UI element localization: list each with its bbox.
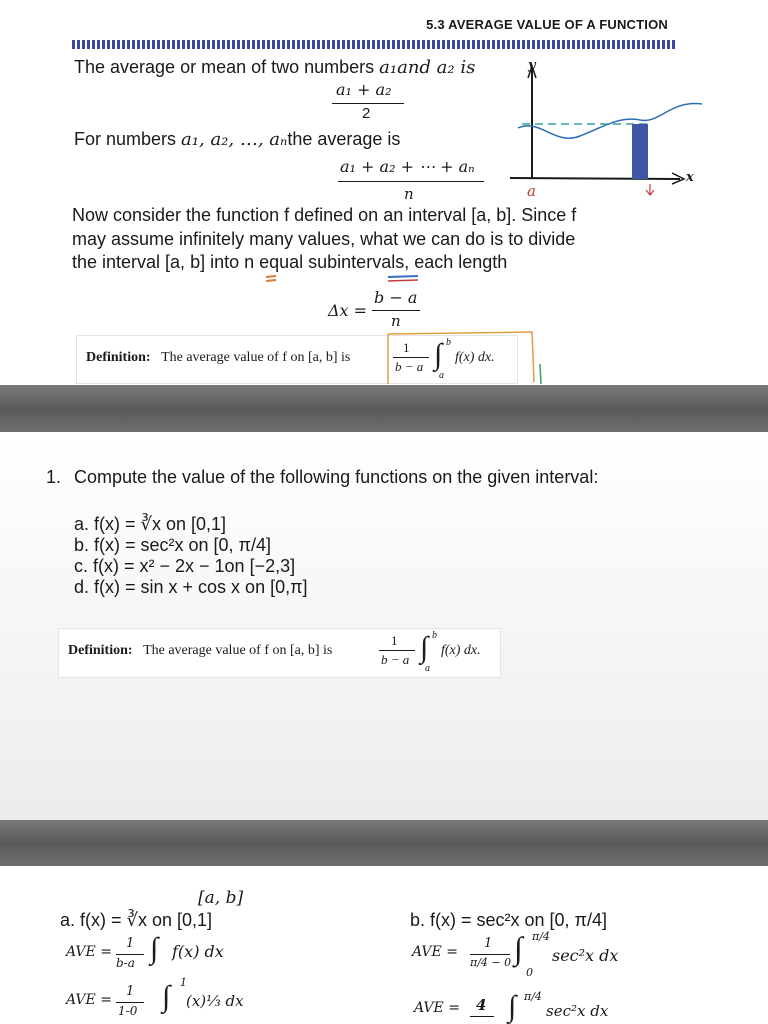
problem-item-d: d. f(x) = sin x + cos x on [0,π]	[74, 577, 308, 597]
right-line-1-lower: 0	[526, 966, 533, 979]
problem-number: 1.	[46, 467, 62, 487]
delta-x-numerator: b − a	[374, 288, 418, 307]
intro-line-2-text: For numbers	[74, 129, 182, 149]
fraction-2-numerator: a₁ + a₂ + ⋯ + aₙ	[340, 157, 475, 176]
problem-items	[74, 514, 308, 598]
left-line-1-lhs: AVE =	[66, 944, 112, 960]
right-line-2-integrand: sec²x dx	[546, 1002, 609, 1020]
definition-2-upper: b	[432, 630, 437, 641]
definition-1-frac-num: 1	[403, 340, 410, 355]
left-line-2-integral-sign: ∫	[162, 980, 171, 1013]
sketch-label-a: a	[527, 182, 536, 200]
right-line-2-integral-sign: ∫	[508, 990, 517, 1023]
slide-2	[0, 432, 768, 820]
definition-2-body: The average value of f on [a, b] is	[143, 643, 333, 658]
left-line-2-integrand: (x)⅓ dx	[186, 992, 244, 1010]
definition-2-frac-num: 1	[391, 633, 398, 648]
right-line-1-frac-den: π/4 − 0	[470, 956, 512, 969]
definition-1-text	[86, 350, 350, 366]
left-line-2-lhs: AVE =	[66, 992, 112, 1008]
left-line-2-upper: 1	[180, 976, 187, 989]
right-title: b. f(x) = sec²x on [0, π/4]	[410, 910, 607, 930]
definition-2-frac-den: b − a	[381, 652, 410, 667]
right-line-2-upper: π/4	[524, 990, 542, 1003]
explanation-line-1: Now consider the function f defined on an interval [a, b]. Since f	[72, 205, 577, 225]
left-title: a. f(x) = ∛x on [0,1]	[60, 910, 213, 930]
left-line-2-frac-num: 1	[126, 984, 135, 999]
right-line-2-frac-bar	[470, 1016, 494, 1017]
sketch-label-y: y	[528, 58, 536, 73]
fraction-2-bar	[338, 181, 484, 182]
intro-line-1	[74, 57, 475, 78]
intro-line-2	[74, 129, 400, 150]
definition-1-label: Definition:	[86, 350, 151, 365]
definition-2-label: Definition:	[68, 643, 133, 658]
right-line-2-frac-num: 4	[476, 996, 487, 1014]
definition-1-integrand: f(x) dx.	[455, 350, 495, 365]
sketch-average-bar	[632, 124, 648, 179]
green-mark	[540, 364, 541, 384]
sketch-b-marker	[646, 184, 654, 195]
definition-box-2	[59, 629, 500, 677]
left-line-1-frac-den: b-a	[116, 956, 135, 970]
definition-2-integrand: f(x) dx.	[441, 643, 481, 658]
fraction-1-bar	[332, 103, 404, 104]
right-line-1-integrand: sec²x dx	[552, 946, 619, 965]
problem-statement: Compute the value of the following functions on the given interval:	[74, 467, 599, 487]
definition-1-frac-den: b − a	[395, 359, 424, 374]
intro-line-2-math: a₁, a₂, …, aₙ	[181, 129, 288, 150]
right-line-1-lhs: AVE =	[412, 944, 458, 960]
intro-line-2-suffix: the average is	[287, 129, 401, 149]
slide-1	[0, 0, 768, 385]
definition-2-integral-sign: ∫	[420, 631, 429, 664]
left-line-2-frac-bar	[116, 1002, 144, 1003]
definition-2-frac-bar	[379, 650, 415, 651]
slide-3	[0, 866, 768, 1024]
problem-item-c: c. f(x) = x² − 2x − 1on [−2,3]	[74, 556, 296, 576]
definition-1-body: The average value of f on [a, b] is	[161, 350, 351, 365]
left-line-1-integral-sign: ∫	[150, 932, 159, 965]
definition-1-upper: b	[446, 337, 451, 348]
left-line-2-frac-den: 1-0	[118, 1004, 138, 1018]
definition-1-integral-sign: ∫	[434, 338, 443, 371]
average-value-sketch	[500, 58, 710, 198]
right-line-2-lhs: AVE =	[414, 1000, 460, 1016]
right-line-1-upper: π/4	[532, 930, 550, 943]
fraction-1-numerator: a₁ + a₂	[336, 80, 392, 99]
problem-item-b: b. f(x) = sec²x on [0, π/4]	[74, 535, 271, 555]
definition-1-lower: a	[439, 370, 444, 381]
left-line-1-frac-num: 1	[126, 936, 135, 951]
definition-2-lower: a	[425, 663, 430, 674]
sketch-label-x: x	[686, 170, 694, 185]
sketch-x-axis	[510, 178, 680, 179]
blue-underline	[388, 276, 418, 277]
right-line-1-integral-sign: ∫	[514, 930, 523, 966]
problem-item-a: a. f(x) = ∛x on [0,1]	[74, 514, 227, 534]
header-divider	[72, 40, 676, 49]
delta-x-denominator: n	[391, 312, 401, 330]
explanation-line-3: the interval [a, b] into n equal subintervals, each length	[72, 252, 508, 272]
delta-x-lhs: Δx =	[328, 301, 368, 320]
definition-2-text	[68, 643, 332, 659]
left-line-1-integrand: f(x) dx	[172, 942, 224, 961]
handwritten-underlines	[260, 272, 430, 288]
left-line-1-frac-bar	[116, 954, 144, 955]
orange-underline	[266, 276, 276, 281]
orange-box-outline	[388, 332, 534, 384]
explanation-line-2: may assume infinitely many values, what we can do is to divide	[72, 228, 576, 249]
intro-line-1-text: The average or mean of two numbers	[74, 57, 380, 77]
slide-separator-2	[0, 820, 768, 866]
fraction-1-denominator: 2	[362, 105, 371, 122]
explanation-paragraph	[72, 204, 576, 275]
slide-header: 5.3 AVERAGE VALUE OF A FUNCTION	[426, 17, 668, 32]
handwritten-box	[380, 326, 550, 385]
right-line-1-frac-bar	[470, 954, 510, 955]
slide-separator-1	[0, 385, 768, 432]
delta-x-bar	[372, 310, 420, 311]
right-line-1-frac-num: 1	[484, 936, 493, 951]
sketch-curve	[518, 104, 702, 139]
left-interval-annotation: [a, b]	[198, 888, 244, 908]
red-underline	[388, 280, 418, 281]
fraction-2-denominator: n	[404, 185, 414, 203]
intro-line-1-math: a₁and a₂ is	[379, 57, 476, 78]
